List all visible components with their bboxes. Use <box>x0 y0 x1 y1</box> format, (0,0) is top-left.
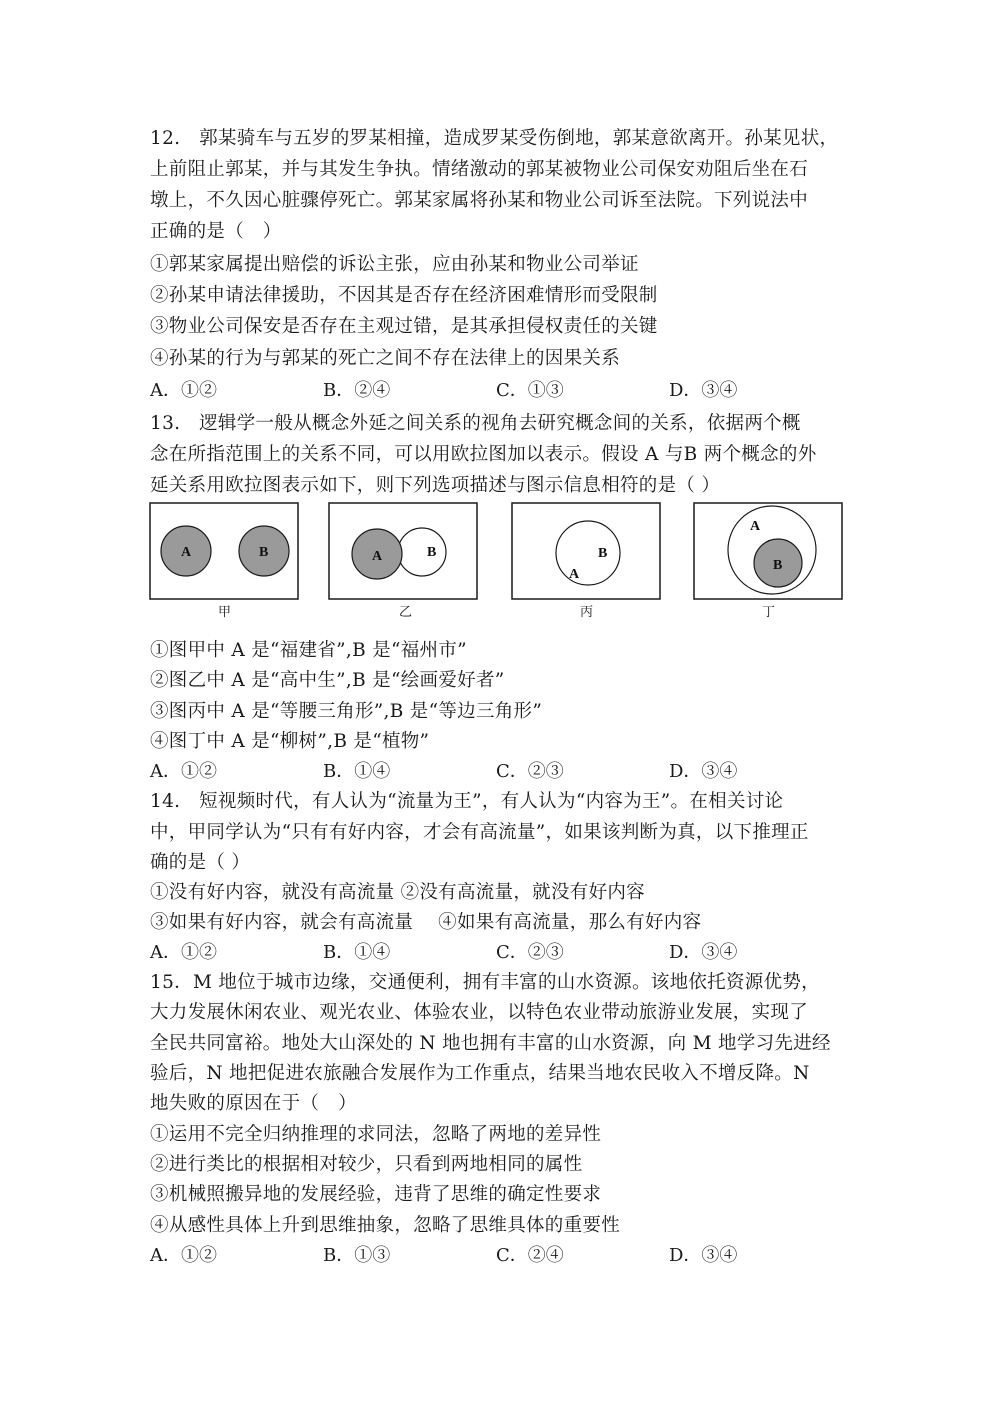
q15-options <box>150 1243 850 1269</box>
option-c[interactable]: C．②③ <box>496 761 564 782</box>
q13-stem-line: 延关系用欧拉图表示如下，则下列选项描述与图示信息相符的是（ ） <box>150 475 721 496</box>
option-b[interactable]: B．①④ <box>323 942 391 963</box>
option-a[interactable]: A．①② <box>150 1245 217 1266</box>
q13-statement: ②图乙中 A 是“高中生”,B 是“绘画爱好者” <box>150 670 505 691</box>
q14-options <box>150 940 850 966</box>
option-d[interactable]: D．③④ <box>669 380 738 401</box>
q13-stem-line: 13. 逻辑学一般从概念外延之间关系的视角去研究概念间的关系，依据两个概 <box>150 413 801 434</box>
q12-statement: ③物业公司保安是否存在主观过错，是其承担侵权责任的关键 <box>150 316 658 337</box>
circle-label-a: A <box>181 545 192 560</box>
q12-stem-line: 正确的是（ ） <box>150 221 282 242</box>
q15-stem-line: 大力发展休闲农业、观光农业、体验农业，以特色农业带动旅游业发展，实现了 <box>150 1002 809 1023</box>
q13-options <box>150 759 850 785</box>
option-a[interactable]: A．①② <box>150 380 217 401</box>
diagram-yi <box>329 503 477 620</box>
q12-stem-line: 12. 郭某骑车与五岁的罗某相撞，造成罗某受伤倒地，郭某意欲离开。孙某见状， <box>150 128 839 149</box>
circle-b <box>398 528 446 576</box>
euler-diagrams <box>148 501 848 626</box>
q12-statement: ②孙某申请法律援助，不因其是否存在经济困难情形而受限制 <box>150 285 658 306</box>
diagram-label: 丁 <box>762 605 776 620</box>
diagram-jia <box>150 503 298 620</box>
q14-stem-line: 中，甲同学认为“只有有好内容，才会有高流量”，如果该判断为真，以下推理正 <box>150 822 809 843</box>
option-c[interactable]: C．②④ <box>496 1245 564 1266</box>
option-d[interactable]: D．③④ <box>669 942 738 963</box>
q12-statement: ①郭某家属提出赔偿的诉讼主张，应由孙某和物业公司举证 <box>150 254 639 275</box>
option-c[interactable]: C．①③ <box>496 380 564 401</box>
circle-ab <box>556 521 620 585</box>
q14-stem-line: 14. 短视频时代，有人认为“流量为王”，有人认为“内容为王”。在相关讨论 <box>150 791 784 812</box>
q15-stem-line: 15．M 地位于城市边缘，交通便利，拥有丰富的山水资源。该地依托资源优势， <box>150 972 820 993</box>
circle-label-a: A <box>569 567 580 582</box>
diagram-label: 丙 <box>580 605 594 620</box>
q15-statement: ③机械照搬异地的发展经验，违背了思维的确定性要求 <box>150 1184 602 1205</box>
circle-label-b: B <box>259 545 269 560</box>
circle-label-a: A <box>372 549 383 564</box>
q15-stem-line: 全民共同富裕。地处大山深处的 N 地也拥有丰富的山水资源，向 M 地学习先进经 <box>150 1033 831 1054</box>
q12-options <box>150 378 850 404</box>
q15-stem-line: 验后，N 地把促进农旅融合发展作为工作重点，结果当地农民收入不增反降。N <box>150 1063 810 1084</box>
q12-stem-line: 墩上，不久因心脏骤停死亡。郭某家属将孙某和物业公司诉至法院。下列说法中 <box>150 190 809 211</box>
option-b[interactable]: B．①④ <box>323 761 391 782</box>
q14-statement: ③如果有好内容，就会有高流量 ④如果有高流量，那么有好内容 <box>150 912 702 933</box>
euler-diagrams-svg <box>148 501 848 626</box>
circle-label-b: B <box>773 558 783 573</box>
q14-stem-line: 确的是（ ） <box>150 852 251 873</box>
option-c[interactable]: C．②③ <box>496 942 564 963</box>
diagram-label: 甲 <box>218 605 232 620</box>
q12-stem-line: 上前阻止郭某，并与其发生争执。情绪激动的郭某被物业公司保安劝阻后坐在石 <box>150 159 809 180</box>
q15-stem-line: 地失败的原因在于（ ） <box>150 1093 357 1114</box>
circle-label-b: B <box>598 546 608 561</box>
q13-stem-line: 念在所指范围上的关系不同，可以用欧拉图加以表示。假设 A 与B 两个概念的外 <box>150 444 817 465</box>
diagram-bing <box>512 503 660 620</box>
q15-statement: ④从感性具体上升到思维抽象，忽略了思维具体的重要性 <box>150 1215 621 1236</box>
option-d[interactable]: D．③④ <box>669 761 738 782</box>
option-a[interactable]: A．①② <box>150 942 217 963</box>
q13-statement: ①图甲中 A 是“福建省”,B 是“福州市” <box>150 640 467 661</box>
circle-label-b: B <box>427 545 437 560</box>
q12-statement: ④孙某的行为与郭某的死亡之间不存在法律上的因果关系 <box>150 348 621 369</box>
q15-statement: ②进行类比的根据相对较少，只看到两地相同的属性 <box>150 1154 583 1175</box>
q13-statement: ④图丁中 A 是“柳树”,B 是“植物” <box>150 731 430 752</box>
option-b[interactable]: B．①③ <box>323 1245 391 1266</box>
option-a[interactable]: A．①② <box>150 761 217 782</box>
q15-statement: ①运用不完全归纳推理的求同法，忽略了两地的差异性 <box>150 1124 602 1145</box>
option-d[interactable]: D．③④ <box>669 1245 738 1266</box>
option-b[interactable]: B．②④ <box>323 380 391 401</box>
diagram-label: 乙 <box>399 605 413 620</box>
diagram-ding <box>694 503 842 620</box>
circle-label-a: A <box>750 519 761 534</box>
q13-statement: ③图丙中 A 是“等腰三角形”,B 是“等边三角形” <box>150 701 543 722</box>
q14-statement: ①没有好内容，就没有高流量 ②没有高流量，就没有好内容 <box>150 882 645 903</box>
